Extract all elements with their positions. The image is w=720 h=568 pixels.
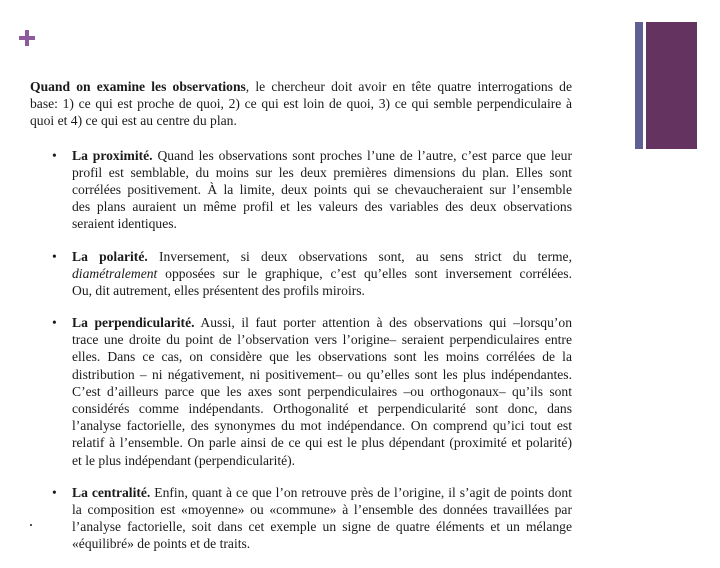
bullet-line: Inversement, si deux observations sont, au sens strict du terme, <box>147 248 572 264</box>
bullet-line: trace une droite du point de l’observation vers l’origine– seraient perpendiculaires entre <box>72 332 572 348</box>
bullet-line: Quand les observations sont proches l’une de l’autre, c’est parce que leur <box>152 147 572 163</box>
bullet-line: elles. Dans ce cas, on considère que les observations sont les moins corrélées de la <box>72 349 572 365</box>
bullet-icon: • <box>52 315 57 331</box>
decorative-bar-thin <box>635 22 643 149</box>
bullet-line: considérés comme indépendants. Orthogonalité et perpendicularité sont donc, dans <box>72 401 572 416</box>
bullet-line: la composition est «moyenne» ou «commune» à l’ensemble des données travaillées par <box>72 501 572 517</box>
bullet-title: La centralité. <box>72 484 151 500</box>
intro-line: , le chercheur doit avoir en tête quatre interrogations de <box>245 79 572 94</box>
bullet-line: C’est d’ailleurs parce que les axes sont perpendiculaires –ou orthogonaux– qu’ils sont <box>72 383 572 399</box>
bullet-line: distribution – ni négativement, ni positivement– ou qu’elles sont les plus indépendantes. <box>72 366 572 382</box>
bullet-line: des plans auraient un même profil et les valeurs des variables des deux observations <box>72 199 572 215</box>
bullet-line: Ou, dit autrement, elles présentent des profils miroirs. <box>72 282 365 298</box>
italic-word: diamétralement <box>72 265 158 281</box>
bullet-icon: • <box>52 147 57 163</box>
bullet-line: Aussi, il faut porter attention à des observations qui –lorsqu’on <box>194 315 572 331</box>
bullet-line: l’analyse factorielle, des synonymes du mot indépendance. On comprend qu’ici tout est <box>72 418 572 434</box>
bullet-line: opposées sur le graphique, c’est qu’elles sont inversement corrélées. <box>157 265 572 281</box>
bullet-line: relatif à l’ensemble. On parle ainsi de ce qui est le plus dépendant (proximité et polarité) <box>72 435 572 451</box>
bullet-line: et le plus indépendant (perpendicularité). <box>72 452 296 468</box>
bullet-icon: • <box>52 248 57 264</box>
bullet-icon: • <box>52 484 57 500</box>
bullet-line: seraient identiques. <box>72 216 177 232</box>
bullet-polarite <box>30 248 572 300</box>
bullet-proximite <box>30 147 572 233</box>
bullet-line: «équilibré» de points et de traits. <box>72 536 251 552</box>
bullet-line: Enfin, quant à ce que l’on retrouve près de l’origine, il s’agit de points dont <box>150 484 572 500</box>
intro-bold: Quand on examine les observations <box>30 79 246 94</box>
bullet-title: La polarité. <box>72 248 148 264</box>
intro-paragraph <box>30 78 572 130</box>
bullet-title: La perpendicularité. <box>72 315 195 331</box>
plus-icon <box>17 28 37 48</box>
stray-dot <box>30 524 32 526</box>
intro-line: base: 1) ce qui est proche de quoi, 2) ce qui est loin de quoi, 3) ce qui semble perpendiculaire à <box>30 96 572 112</box>
decorative-bar-thick <box>646 22 697 149</box>
bullet-perpendicularite <box>30 314 572 469</box>
bullet-line: l’analyse factorielle, soit dans cet exemple un signe de quatre éléments et un mélange <box>72 519 572 535</box>
bullet-centralite <box>30 484 572 553</box>
bullet-line: profil est semblable, du moins sur les deux premières dimensions du plan. Elles sont <box>72 164 572 180</box>
intro-line: quoi et 4) ce qui est au centre du plan. <box>30 113 237 129</box>
bullet-title: La proximité. <box>72 147 153 163</box>
bullet-line: corrélées positivement. À la limite, deux points qui se chevaucheraient sur l’ensemble <box>72 181 572 197</box>
document-text <box>30 78 572 568</box>
